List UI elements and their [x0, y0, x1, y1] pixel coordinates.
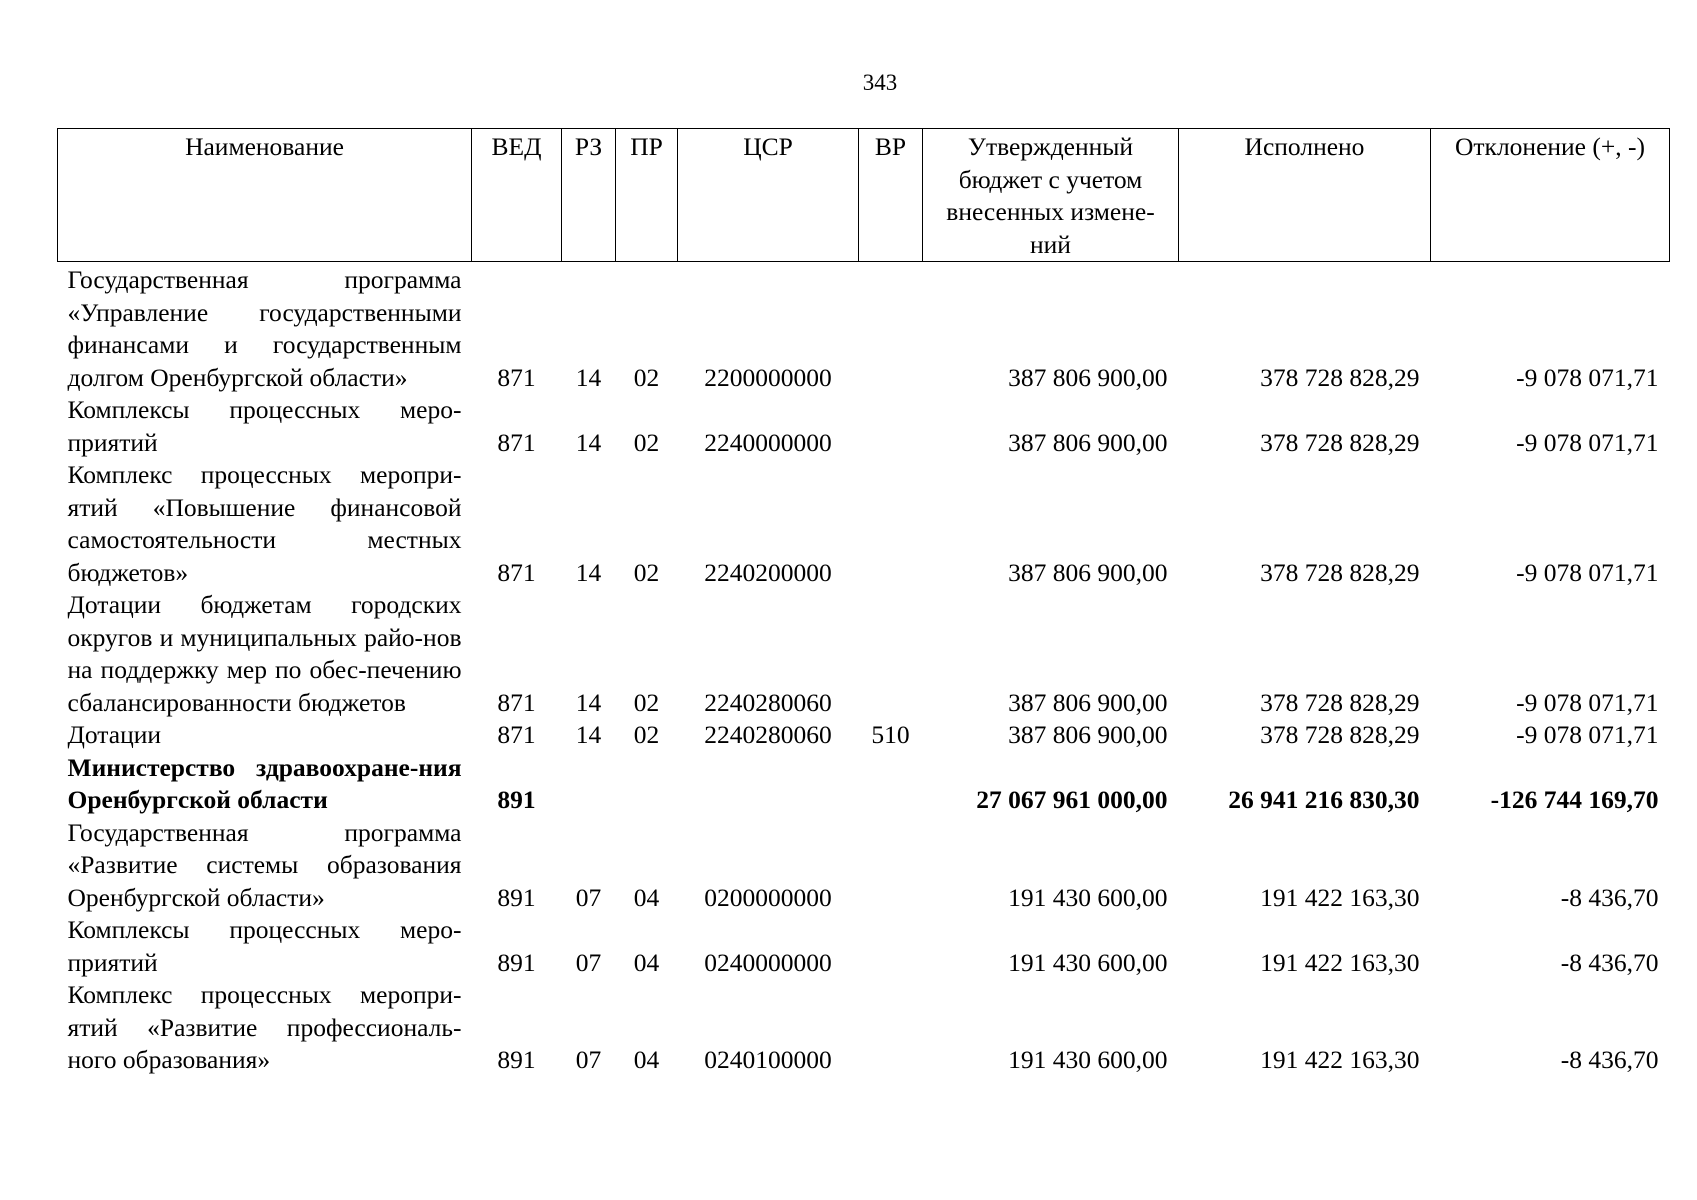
cell-deviation: -126 744 169,70 — [1490, 785, 1659, 814]
cell-csr: 2200000000 — [704, 362, 832, 392]
table-row — [58, 979, 1670, 1077]
cell-executed: 191 422 163,30 — [1260, 882, 1420, 912]
cell-name: Комплекс процессных меропри-ятий «Развитие профессиональ-ного образования» — [67, 980, 462, 1074]
cell-approved: 387 806 900,00 — [1008, 362, 1168, 392]
cell-vr — [859, 262, 923, 395]
cell-ved: 891 — [497, 882, 536, 912]
header-rz: РЗ — [562, 129, 616, 262]
cell-executed: 378 728 828,29 — [1260, 427, 1420, 457]
cell-executed: 191 422 163,30 — [1260, 1045, 1420, 1074]
cell-name: Дотации — [67, 720, 162, 749]
cell-name: Дотации бюджетам городских округов и муниципальных райо-нов на поддержку мер по обес-печению сбалансированности бюджетов — [67, 590, 462, 717]
cell-vr — [859, 394, 923, 459]
cell-vr — [859, 914, 923, 979]
cell-pr — [616, 752, 678, 817]
budget-execution-table — [57, 128, 1670, 1077]
cell-pr: 02 — [633, 720, 660, 749]
cell-deviation: -9 078 071,71 — [1516, 362, 1659, 392]
header-executed: Исполнено — [1179, 129, 1431, 262]
cell-name: Комплекс процессных меропри-ятий «Повышение финансовой самостоятельности местных бюджетов» — [67, 460, 462, 587]
cell-deviation: -9 078 071,71 — [1516, 687, 1659, 717]
cell-deviation: -8 436,70 — [1560, 882, 1659, 912]
cell-name: Государственная программа «Развитие системы образования Оренбургской области» — [67, 817, 462, 912]
table-row — [58, 914, 1670, 979]
cell-vr — [859, 589, 923, 719]
table-row — [58, 752, 1670, 817]
cell-csr — [678, 752, 859, 817]
header-deviation: Отклонение (+, -) — [1431, 129, 1670, 262]
table-row — [58, 589, 1670, 719]
cell-ved: 871 — [497, 687, 536, 717]
cell-rz: 07 — [575, 947, 602, 977]
cell-csr: 2240280060 — [704, 687, 832, 717]
cell-pr: 02 — [633, 687, 660, 717]
cell-deviation: -9 078 071,71 — [1516, 427, 1659, 457]
cell-rz: 14 — [575, 687, 602, 717]
header-pr: ПР — [616, 129, 678, 262]
cell-ved: 871 — [497, 557, 536, 587]
cell-rz: 14 — [575, 557, 602, 587]
cell-name: Государственная программа «Управление государственными финансами и государственным долгом Оренбургской области» — [67, 265, 462, 392]
cell-ved: 891 — [497, 1045, 536, 1074]
cell-pr: 04 — [633, 1045, 660, 1074]
table-header-row — [58, 129, 1670, 262]
cell-csr: 2240280060 — [704, 720, 832, 749]
cell-deviation: -8 436,70 — [1560, 1045, 1659, 1074]
cell-name: Комплексы процессных меро-приятий — [67, 395, 462, 457]
header-csr: ЦСР — [678, 129, 859, 262]
cell-deviation: -8 436,70 — [1560, 947, 1659, 977]
cell-deviation: -9 078 071,71 — [1516, 557, 1659, 587]
cell-approved: 191 430 600,00 — [1008, 947, 1168, 977]
cell-rz: 14 — [575, 362, 602, 392]
cell-executed: 378 728 828,29 — [1260, 687, 1420, 717]
cell-pr: 02 — [633, 557, 660, 587]
cell-pr: 02 — [633, 362, 660, 392]
table-row — [58, 262, 1670, 395]
cell-vr: 510 — [871, 720, 910, 749]
cell-pr: 02 — [633, 427, 660, 457]
cell-ved: 891 — [497, 785, 536, 814]
cell-csr: 2240200000 — [704, 557, 832, 587]
cell-name: Комплексы процессных меро-приятий — [67, 915, 462, 977]
cell-rz — [562, 752, 616, 817]
cell-csr: 0240100000 — [704, 1045, 832, 1074]
cell-rz: 07 — [575, 882, 602, 912]
cell-executed: 378 728 828,29 — [1260, 557, 1420, 587]
cell-executed: 378 728 828,29 — [1260, 720, 1420, 749]
cell-deviation: -9 078 071,71 — [1516, 720, 1659, 749]
cell-ved: 871 — [497, 720, 536, 749]
cell-approved: 387 806 900,00 — [1008, 427, 1168, 457]
table-body — [58, 262, 1670, 1077]
cell-vr — [859, 979, 923, 1077]
table-row — [58, 459, 1670, 589]
cell-executed: 378 728 828,29 — [1260, 362, 1420, 392]
cell-csr: 0240000000 — [704, 947, 832, 977]
cell-approved: 387 806 900,00 — [1008, 557, 1168, 587]
cell-pr: 04 — [633, 882, 660, 912]
cell-pr: 04 — [633, 947, 660, 977]
table-row — [58, 817, 1670, 915]
cell-approved: 191 430 600,00 — [1008, 1045, 1168, 1074]
cell-executed: 191 422 163,30 — [1260, 947, 1420, 977]
cell-rz: 07 — [575, 1045, 602, 1074]
cell-vr — [859, 752, 923, 817]
cell-ved: 871 — [497, 362, 536, 392]
cell-ved: 891 — [497, 947, 536, 977]
table-row — [58, 719, 1670, 752]
header-ved: ВЕД — [472, 129, 562, 262]
cell-ved: 871 — [497, 427, 536, 457]
header-approved-budget: Утвержденный бюджет с учетом внесенных измене-ний — [923, 129, 1179, 262]
cell-csr: 2240000000 — [704, 427, 832, 457]
table-row — [58, 394, 1670, 459]
cell-approved: 27 067 961 000,00 — [976, 785, 1168, 814]
cell-vr — [859, 817, 923, 915]
cell-approved: 387 806 900,00 — [1008, 720, 1168, 749]
cell-csr: 0200000000 — [704, 882, 832, 912]
header-vr: ВР — [859, 129, 923, 262]
header-name: Наименование — [58, 129, 472, 262]
cell-rz: 14 — [575, 720, 602, 749]
cell-name: Министерство здравоохране-ния Оренбургской области — [67, 752, 462, 814]
cell-executed: 26 941 216 830,30 — [1228, 785, 1420, 814]
page-number: 343 — [862, 70, 898, 95]
cell-approved: 387 806 900,00 — [1008, 687, 1168, 717]
cell-approved: 191 430 600,00 — [1008, 882, 1168, 912]
cell-vr — [859, 459, 923, 589]
cell-rz: 14 — [575, 427, 602, 457]
